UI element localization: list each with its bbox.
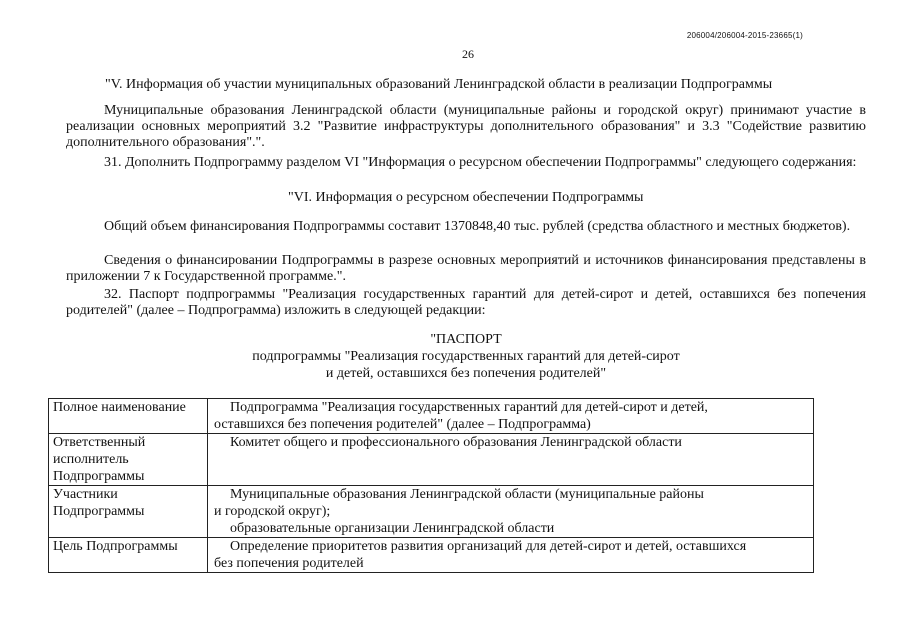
section-5-paragraph: Муниципальные образования Ленинградской области (муниципальные районы и городской округ) принимают участие в реализации основных мероприятий 3.2 "Развитие инфраструктуры дополнительного образования" и 3.3 "Содействие развитию дополнительного образования".".	[66, 103, 866, 150]
table-row	[49, 538, 814, 573]
funding-paragraph: Общий объем финансирования Подпрограммы составит 1370848,40 тыс. рублей (средства областного и местных бюджетов).	[104, 219, 851, 234]
row-value-line: и городской округ);	[214, 504, 331, 519]
row-label	[49, 538, 208, 573]
row-label-line: Полное наименование	[53, 400, 186, 415]
table-row	[49, 486, 814, 538]
section-6-heading: "VI. Информация о ресурсном обеспечении Подпрограммы	[288, 190, 644, 205]
row-value	[208, 399, 814, 434]
row-label	[49, 486, 208, 538]
row-value	[208, 538, 814, 573]
row-value	[208, 486, 814, 538]
row-value-line: Муниципальные образования Ленинградской области (муниципальные районы	[230, 487, 704, 502]
page-number: 26	[462, 47, 474, 61]
row-label-line: Цель Подпрограммы	[53, 539, 178, 554]
passport-title: "ПАСПОРТ	[430, 332, 502, 347]
table-row	[49, 399, 814, 434]
item-31-paragraph: 31. Дополнить Подпрограмму разделом VI "Информация о ресурсном обеспечении Подпрограммы" следующего содержания:	[104, 155, 857, 170]
row-label-line: Подпрограммы	[53, 504, 145, 519]
row-value-line: Определение приоритетов развития организаций для детей-сирот и детей, оставшихся	[230, 539, 747, 554]
row-label-line: исполнитель	[53, 452, 129, 467]
row-value-line: без попечения родителей	[214, 556, 364, 571]
passport-subtitle-line-1: подпрограммы "Реализация государственных гарантий для детей-сирот	[252, 349, 680, 364]
item-32-paragraph: 32. Паспорт подпрограммы "Реализация государственных гарантий для детей-сирот и детей, оставшихся без попечения родителей" (далее – Подпрограмма) изложить в следующей редакции:	[66, 287, 866, 318]
row-label-line: Участники	[53, 487, 118, 502]
row-value	[208, 434, 814, 486]
section-5-heading: "V. Информация об участии муниципальных образований Ленинградской области в реализации Подпрограммы	[105, 77, 773, 92]
row-value-line: Подпрограмма "Реализация государственных гарантий для детей-сирот и детей,	[230, 400, 708, 415]
row-label-line: Ответственный	[53, 435, 146, 450]
passport-table	[48, 398, 814, 573]
table-row	[49, 434, 814, 486]
row-value-line: образовательные организации Ленинградской области	[230, 521, 555, 536]
row-value-line: Комитет общего и профессионального образования Ленинградской области	[230, 435, 682, 450]
document-id: 206004/206004-2015-23665(1)	[686, 31, 803, 40]
passport-subtitle-line-2: и детей, оставшихся без попечения родителей"	[325, 366, 607, 381]
row-label	[49, 399, 208, 434]
row-value-line: оставшихся без попечения родителей" (далее – Подпрограмма)	[214, 417, 591, 432]
row-label-line: Подпрограммы	[53, 469, 145, 484]
funding-details-paragraph: Сведения о финансировании Подпрограммы в разрезе основных мероприятий и источников финансирования представлены в приложении 7 к Государственной программе.".	[66, 253, 866, 284]
row-label	[49, 434, 208, 486]
